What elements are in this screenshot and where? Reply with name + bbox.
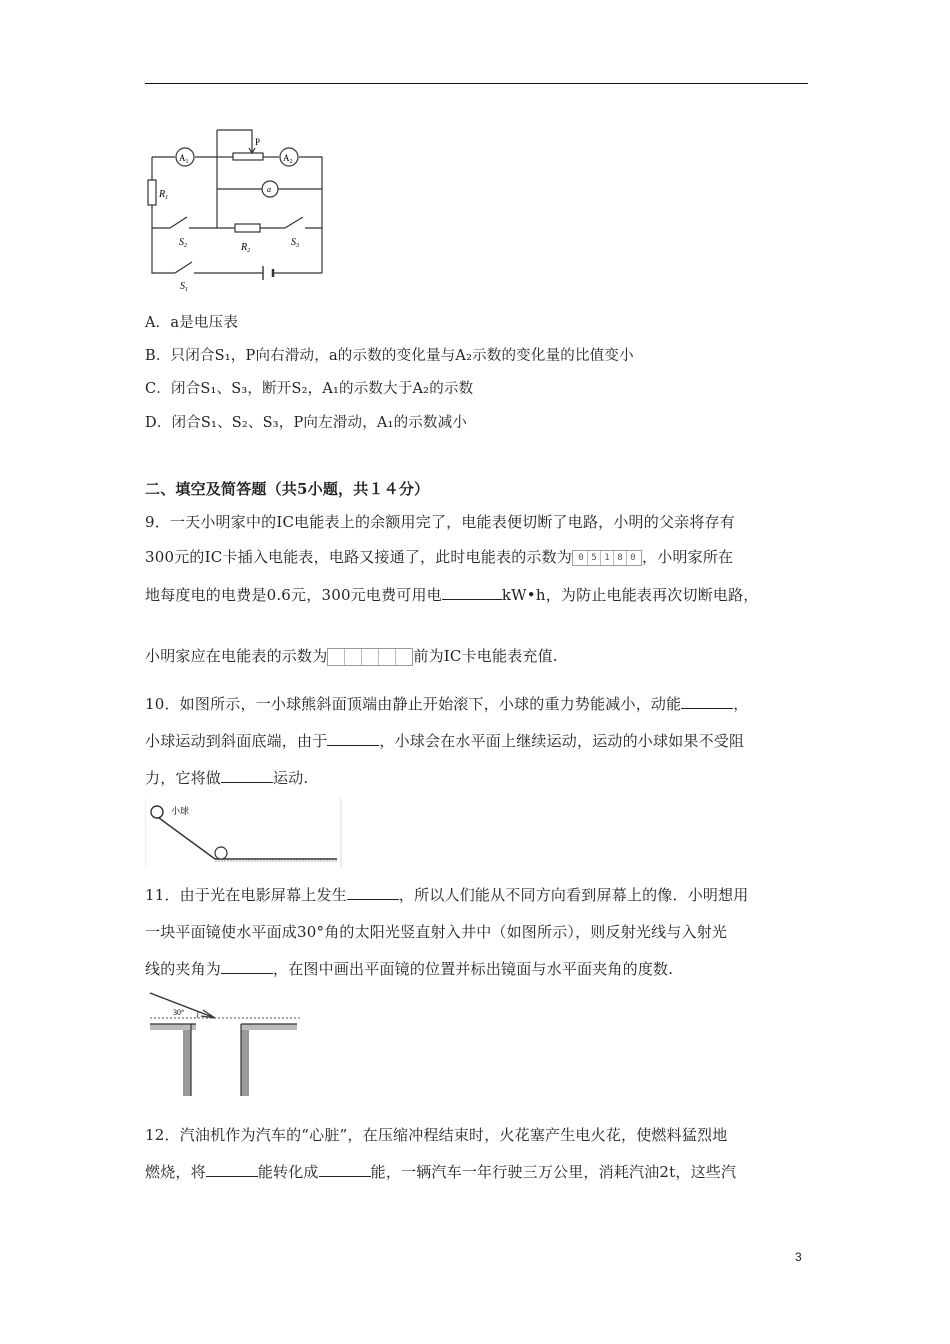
- q9-line1: 9．一天小明家中的IC电能表上的余额用完了，电能表便切断了电路，小明的父亲将存有: [145, 513, 735, 531]
- angle-label: 30°: [173, 1008, 185, 1017]
- q10-line3: 力，它将做 运动.: [145, 769, 309, 787]
- q9-line4: 小明家应在电能表的示数为 前为IC卡电能表充值.: [145, 647, 558, 665]
- label-r1: $R_1$: [159, 189, 169, 201]
- well-figure: [145, 988, 305, 1098]
- resistor-r1: [148, 180, 156, 205]
- label-p: P: [255, 137, 261, 147]
- q11-line2: 一块平面镜使水平面成30°角的太阳光竖直射入井中（如图所示），则反射光线与入射光: [145, 923, 728, 941]
- option-a: A．a是电压表: [145, 315, 239, 331]
- section-heading: 二、填空及简答题（共5小题，共１４分）: [145, 480, 430, 498]
- header-rule: [145, 83, 808, 84]
- q11-blank-1[interactable]: [347, 885, 399, 900]
- q9-blank-1[interactable]: [442, 585, 502, 600]
- q10-line2: 小球运动到斜面底端，由于 ，小球会在水平面上继续运动，运动的小球如果不受阻: [145, 732, 745, 750]
- meter-blank-boxes[interactable]: [327, 648, 413, 666]
- q10-blank-2[interactable]: [327, 731, 379, 746]
- label-a: a: [267, 185, 271, 194]
- q12-line2: 燃烧，将 能转化成 能，一辆汽车一年行驶三万公里，消耗汽油2t，这些汽: [145, 1163, 737, 1181]
- resistor-r2: [235, 224, 260, 232]
- q10-blank-3[interactable]: [221, 768, 273, 783]
- q9-line3: 地每度电的电费是0.6元，300元电费可用电 kW•h，为防止电能表再次切断电路，: [145, 586, 759, 604]
- q11-blank-1[interactable]: [221, 959, 273, 974]
- q10-line1: 10．如图所示，一小球熊斜面顶端由静止开始滚下，小球的重力势能减小，动能 ，: [145, 695, 749, 713]
- label-s3: $S_3$: [291, 237, 299, 249]
- q12-blank-2[interactable]: [319, 1162, 371, 1177]
- q9-line2: 300元的IC卡插入电能表，电路又接通了，此时电能表的示数为 0 5 1 8 0 ，小明家所在: [145, 548, 734, 566]
- option-d: D．闭合S₁、S₂、S₃，P向左滑动，A₁的示数减小: [145, 415, 468, 431]
- ball-label: 小球: [171, 806, 190, 816]
- q12-line1: 12．汽油机作为汽车的“心脏”，在压缩冲程结束时，火花塞产生电火花，使燃料猛烈地: [145, 1126, 728, 1144]
- q10-blank-1[interactable]: [681, 694, 733, 709]
- q11-line1: 11．由于光在电影屏幕上发生 ，所以人们能从不同方向看到屏幕上的像．小明想用: [145, 886, 749, 904]
- label-r2: $R_2$: [241, 242, 251, 254]
- label-a2: $A_2$: [283, 153, 293, 165]
- q11-line3: 线的夹角为 ，在图中画出平面镜的位置并标出镜面与水平面夹角的度数.: [145, 960, 674, 978]
- label-s1: $S_1$: [180, 281, 188, 293]
- meter-reading: 0 5 1 8 0: [572, 550, 642, 566]
- incline-figure: [145, 798, 345, 868]
- option-c: C．闭合S₁、S₃，断开S₂，A₁的示数大于A₂的示数: [145, 381, 474, 397]
- circuit-diagram: [145, 125, 335, 295]
- label-s2: $S_2$: [179, 237, 187, 249]
- rheostat: [233, 153, 263, 160]
- option-b: B．只闭合S₁，P向右滑动，a的示数的变化量与A₂示数的变化量的比值变小: [145, 348, 634, 364]
- label-a1: $A_1$: [179, 153, 189, 165]
- page-number: 3: [795, 1250, 802, 1264]
- q12-blank-1[interactable]: [206, 1162, 258, 1177]
